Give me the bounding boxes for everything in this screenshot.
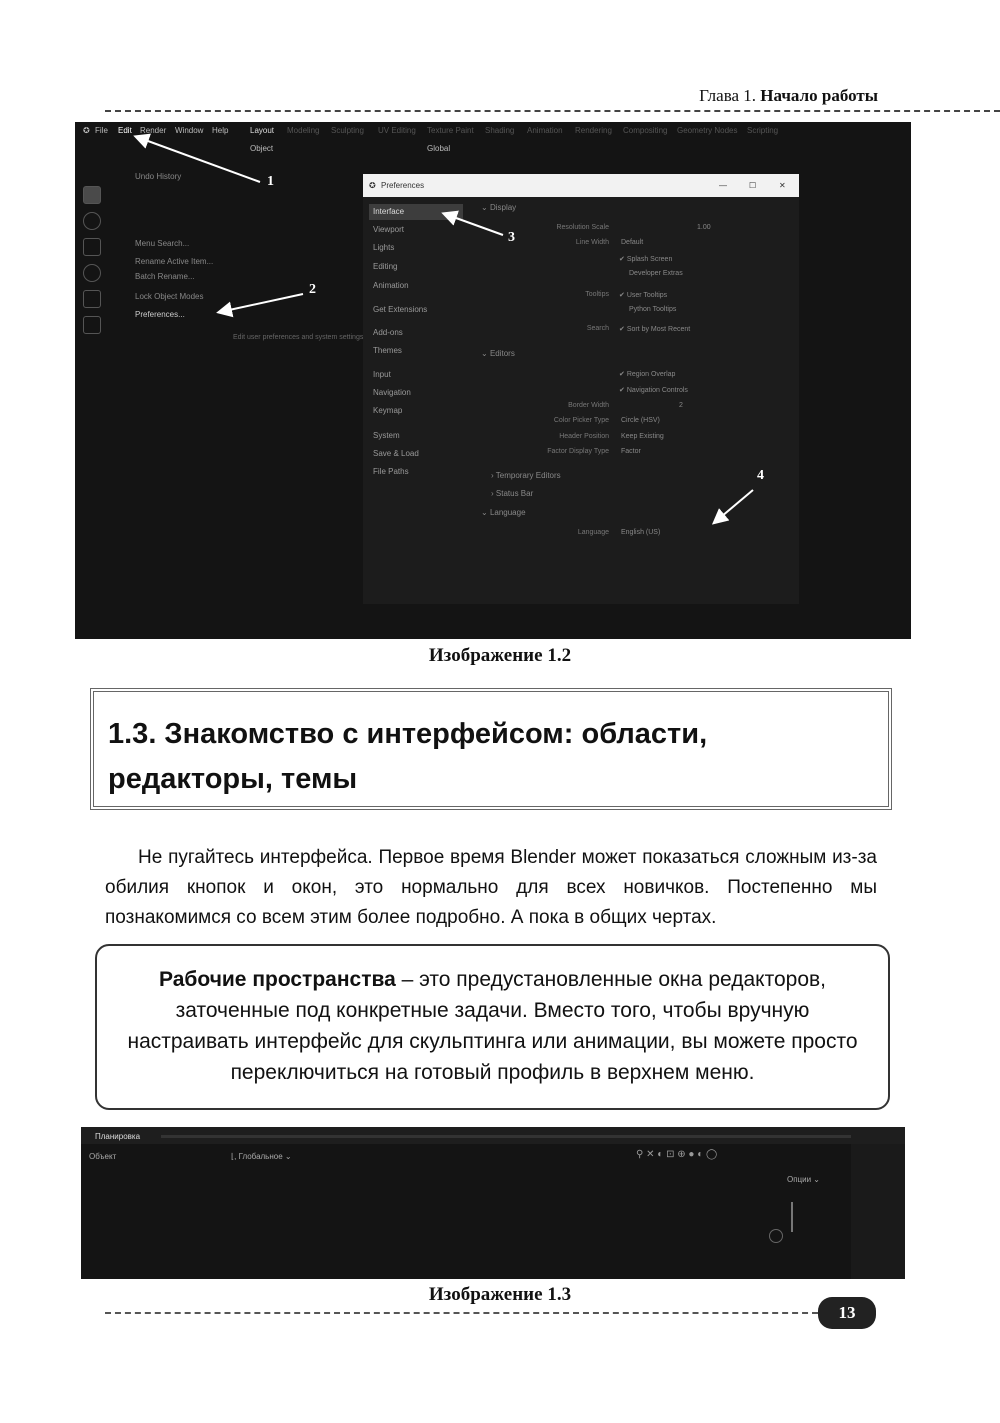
intro-paragraph: Не пугайтесь интерфейса. Первое время Blender может показаться сложным из-за обилия кнопок и окон, это нормально для всех новичков. Постепенно мы познакомимся со всем этим более подробно. А пока в общих чертах. [105,847,877,928]
border-width-label: Border Width [568,402,609,409]
blender-logo-icon: ✪ [369,181,376,190]
header-position-value[interactable]: Keep Existing [621,433,664,440]
section-language[interactable]: ⌄ Language [481,508,526,517]
pref-nav-keymap[interactable]: Keymap [373,406,403,415]
menu-edit[interactable]: Edit [118,126,132,135]
mode-selector-ru[interactable]: Объект [89,1152,117,1161]
arrow-1 [137,137,260,182]
splash-screen-checkbox[interactable]: ✔ Splash Screen [619,256,673,263]
pref-nav-animation[interactable]: Animation [373,281,409,290]
edit-menu-search[interactable]: Menu Search... [135,239,190,248]
language-value[interactable]: English (US) [621,529,661,536]
marker-2: 2 [309,282,316,297]
pref-nav-save-load[interactable]: Save & Load [373,449,419,458]
user-tooltips-checkbox[interactable]: ✔ User Tooltips [619,292,668,299]
section-title-line-1: 1.3. Знакомство с интерфейсом: области, [108,718,708,750]
edit-rename-active[interactable]: Rename Active Item... [135,257,214,266]
tab-geometry-nodes[interactable]: Geometry Nodes [677,126,738,135]
python-tooltips-checkbox[interactable]: Python Tooltips [629,306,677,313]
sort-recent-checkbox[interactable]: ✔ Sort by Most Recent [619,326,691,333]
line-width-label: Line Width [575,239,609,246]
pref-nav-input[interactable]: Input [373,370,391,379]
annotation-arrows [75,122,911,639]
arrow-4 [715,490,753,522]
tab-compositing[interactable]: Compositing [623,126,668,135]
tab-planirovka[interactable]: Планировка [95,1132,141,1141]
page-number: 13 [818,1297,876,1329]
pref-nav-editing[interactable]: Editing [373,262,398,271]
blender-logo-icon: ✪ [83,126,90,135]
menu-window[interactable]: Window [175,126,204,135]
figure-1-3-screenshot [81,1127,905,1279]
tooltips-label: Tooltips [585,291,609,298]
section-temporary-editors[interactable]: › Temporary Editors [491,471,561,480]
factor-display-label: Factor Display Type [547,448,609,455]
note-box [95,944,890,1110]
edit-batch-rename[interactable]: Batch Rename... [135,272,195,281]
pref-nav-themes[interactable]: Themes [373,346,402,355]
figure-1-2-screenshot [75,122,911,639]
note-text: – это предустановленные окна редакторов, заточенные под конкретные задачи. Вместо того, чтобы вручную настраивать интерфейс для скульптинга или анимации, вы можете просто переключиться на готовый профиль в верхнем меню. [127,968,858,1084]
figure-1-3-caption: Изображение 1.3 [428,1284,572,1305]
minimize-icon[interactable]: — [719,181,727,190]
pref-nav-system[interactable]: System [373,431,400,440]
edit-undo-history[interactable]: Undo History [135,172,182,181]
pref-nav-interface[interactable]: Interface [369,204,463,220]
navigation-controls-checkbox[interactable]: ✔ Navigation Controls [619,387,688,394]
section-status-bar[interactable]: › Status Bar [491,489,534,498]
tab-uv-editing[interactable]: UV Editing [378,126,416,135]
tab-animation[interactable]: Animation [527,126,563,135]
menu-file[interactable]: File [95,126,108,135]
arrow-3 [445,214,503,235]
resolution-scale-label: Resolution Scale [556,224,609,231]
preferences-title: Preferences [381,181,425,190]
line-width-value[interactable]: Default [621,239,644,246]
pref-nav-navigation[interactable]: Navigation [373,388,411,397]
language-label: Language [577,529,609,536]
pref-nav-viewport[interactable]: Viewport [373,225,404,234]
tab-modeling[interactable]: Modeling [287,126,320,135]
tab-sculpting[interactable]: Sculpting [331,126,364,135]
pref-nav-lights[interactable]: Lights [373,243,395,252]
menu-render[interactable]: Render [140,126,167,135]
section-title-box [90,688,892,810]
section-title-line-2: редакторы, темы [108,763,358,795]
mode-selector[interactable]: Object [250,144,274,153]
marker-1: 1 [267,174,274,189]
header-divider [105,110,1000,112]
close-icon[interactable]: ✕ [779,181,786,190]
options-dropdown[interactable]: Опции ⌄ [787,1175,821,1184]
transform-orientation-ru[interactable]: ⌊, Глобальное ⌄ [231,1152,292,1161]
marker-4: 4 [757,468,764,483]
tab-layout[interactable]: Layout [250,126,275,135]
tab-shading[interactable]: Shading [485,126,515,135]
pref-nav-get-extensions[interactable]: Get Extensions [373,305,428,314]
footer-divider [105,1312,818,1314]
edit-preferences[interactable]: Preferences... [135,310,185,319]
factor-display-value[interactable]: Factor [621,448,641,455]
section-editors[interactable]: ⌄ Editors [481,349,515,358]
menu-help[interactable]: Help [212,126,229,135]
pref-nav-addons[interactable]: Add-ons [373,328,403,337]
outliner-panel[interactable] [851,1144,905,1279]
tab-scripting[interactable]: Scripting [747,126,779,135]
color-picker-value[interactable]: Circle (HSV) [621,417,660,424]
gizmo-axis-icon [791,1202,793,1232]
pref-nav-file-paths[interactable]: File Paths [373,467,409,476]
preferences-tooltip: Edit user preferences and system settings [233,334,364,341]
region-overlap-checkbox[interactable]: ✔ Region Overlap [619,371,676,378]
transform-orientation[interactable]: Global [427,144,451,153]
marker-3: 3 [508,230,515,245]
gizmo-circle-icon[interactable] [769,1229,783,1243]
running-header: Глава 1. Начало работы [699,86,878,105]
section-display[interactable]: ⌄ Display [481,203,517,212]
tab-rendering[interactable]: Rendering [575,126,612,135]
color-picker-label: Color Picker Type [553,417,609,424]
note-term: Рабочие пространства [159,968,396,991]
arrow-2 [220,294,303,312]
header-position-label: Header Position [559,433,609,440]
viewport-shading-icons[interactable]: ⚲ ✕ ◐ ⊡ ⊕ ● ◐ ◯ [636,1149,718,1160]
resolution-scale-value[interactable]: 1.00 [697,224,711,231]
figure-1-2-caption: Изображение 1.2 [428,645,572,666]
edit-lock-object-modes[interactable]: Lock Object Modes [135,292,204,301]
border-width-value[interactable]: 2 [679,402,683,409]
maximize-icon[interactable]: ☐ [749,181,757,190]
search-label: Search [586,325,609,332]
developer-extras-checkbox[interactable]: Developer Extras [629,270,683,277]
tab-texture-paint[interactable]: Texture Paint [427,126,474,135]
